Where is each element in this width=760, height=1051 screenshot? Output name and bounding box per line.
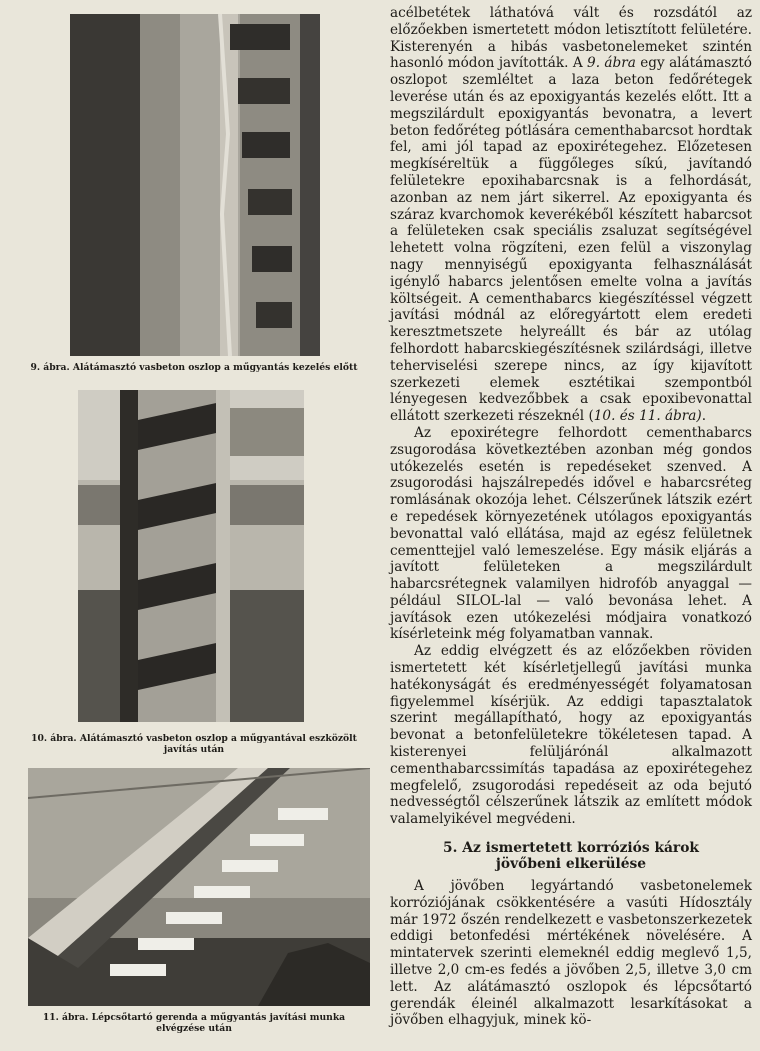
article-text-column — [390, 5, 752, 1029]
paragraph-1-part-a: acélbetétek láthatóvá vált és rozsdától az előzőekben ismertetett módon letisztított felületére. Kisterenyén a hibás vasbetonelemeket szintén hasonló módon javították. A — [390, 5, 752, 72]
figure-11-caption-line-1: 11. ábra. Lépcsőtartó gerenda a műgyantás javítási munka — [42, 1012, 346, 1023]
figure-10-11-reference: 10. és 11. ábra) — [593, 408, 702, 425]
photo-stair-beam-icon — [28, 768, 370, 1006]
figure-9-reference: 9. ábra — [587, 55, 636, 72]
figure-11-photo — [28, 768, 370, 1006]
figure-9-photo — [70, 14, 320, 356]
paragraph-1-part-c: . — [701, 408, 707, 425]
figure-10-caption-line-2: javítás után — [163, 744, 225, 755]
section-heading-line-2: jövőbeni elkerülése — [495, 856, 647, 873]
figure-11-caption-line-2: elvégzése után — [156, 1023, 232, 1034]
paragraph-1-part-b: egy alátámasztó oszlopot szemléltet a laza beton fedőrétegek leverése után és az epoxigyantás kezelés előtt. Itt a megszilárdult epoxigyantás bevonatra, a levert beton fedőréteg pótlására cementhabarcsot hordtak fel, ami jól tapad az epoxirétegehez. Előzetesen megkíséreltük a függőleges síkú, javítandó felületekre epoxihabarcsnak is a felhordását, azonban az nem járt sikerrel. Az epoxigyanta és száraz kvarchomok keverékéből készített habarcsot a felületeken csak speciális zsaluzat segítségével lehetett volna rögzíteni, ezen felül a viszonylag nagy mennyiségű epoxigyanta felhasználását igénylő habarcs jelentősen emelte volna a javítás költségeit. A cementhabarcs kiegészítéssel végzett javítási módnál az előregyártott elem eredeti keresztmetszete helyreállt és bár az utólag felhordott habarcskiegészítésnek szilárdsági, illetve teherviselési szerepe nincs, az így kijavított szerkezeti elemek esztétikai szempontból lényegesen kedvezőbbek a csak epoxibevonattal ellátott szerkezeti részeknél ( — [390, 55, 752, 425]
section-heading-line-1: 5. Az ismertetett korróziós károk — [443, 840, 699, 857]
section-heading — [390, 840, 752, 872]
figure-10-caption — [16, 733, 372, 755]
paragraph-1 — [390, 5, 752, 425]
figure-10-photo — [78, 390, 304, 722]
figure-10-caption-line-1: 10. ábra. Alátámasztó vasbeton oszlop a műgyantával eszközölt — [31, 733, 357, 744]
figure-11-caption — [16, 1012, 372, 1034]
figure-9-caption-text: 9. ábra. Alátámasztó vasbeton oszlop a műgyantás kezelés előtt — [30, 362, 358, 373]
photo-column-before-icon — [70, 14, 320, 356]
paragraph-3: Az eddig elvégzett és az előzőekben röviden ismertetett két kísérletjellegű javítási munka hatékonyságát és eredményességét folyamatosan figyelemmel kísérjük. Az eddigi tapasztalatok szerint megállapítható, hogy az epoxigyantás bevonat a betonfelületekre tökéletesen tapad. A kisterenyei felüljárónál alkalmazott cementhabarcssimítás tapadása az epoxirétegehez megfelelő, zsugorodási repedéseit az oda bejutó nedvességtől célszerűnek látszik az említett módok valamelyikével megvédeni. — [390, 643, 752, 828]
photo-column-after-icon — [78, 390, 304, 722]
figure-9-caption — [16, 362, 372, 373]
paragraph-4: A jövőben legyártandó vasbetonelemek korróziójának csökkentésére a vasúti Hídosztály már 1972 őszén rendelkezett e vasbetonszerkezetek eddigi betonfedési mértékének növelésére. A mintatervek szerinti elemeknél eddig meglevő 1,5, illetve 2,0 cm-es fedés a jövőben 2,5, illetve 3,0 cm lett. Az alátámasztó oszlopok és lépcsőtartó gerendák éleinél alkalmazott lesarkításokat a jövőben elhagyjuk, minek kö- — [390, 878, 752, 1029]
paragraph-2: Az epoxirétegre felhordott cementhabarcs zsugorodása következtében azonban még gondos utókezelés esetén is repedéseket szenved. A zsugorodási hajszálrepedés idővel e habarcsréteg romlásának okozója lehet. Célszerűnek látszik ezért e repedések környezetének utólagos epoxigyantás bevonattal való ellátása, majd az egész felületnek cementtejjel való lemeszelése. Egy másik eljárás a javított felületeken a megszilárdult habarcsrétegnek valamilyen hidrofób anyaggal — például SILOL-lal — való bevonása lehet. A javítások ezen utókezelési módjaira vonatkozó kísérleteink még folyamatban vannak. — [390, 424, 752, 643]
